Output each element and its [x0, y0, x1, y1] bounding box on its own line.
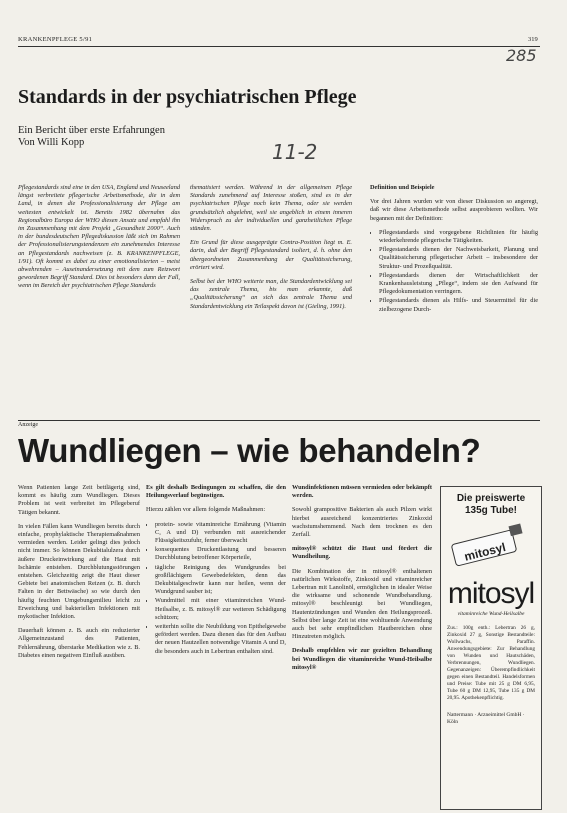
ad-headline: Wundliegen – wie behandeln? [18, 432, 481, 469]
list-item: • Wundmittel mit einer vitaminreichen Wund-Heilsalbe, z. B. mitosyl® zur weiteren Schädigung schützen; [155, 597, 286, 622]
definition-list [370, 229, 538, 314]
list-item: • Pflegestandards dienen der Wirtschaftlichkeit der Krankenhausleistung „Pflege“, indem sie den Aufwand für Pflegedokumentation verringern. [379, 272, 538, 297]
article-title: Standards in der psychiatrischen Pflege [18, 86, 357, 108]
header-rule [18, 46, 540, 47]
section-heading: Wundinfektionen müssen vermieden oder bekämpft werden. [292, 484, 432, 500]
paragraph: Selbst bei der WHO weiterte man, die Standardentwicklung sei das zentrale Thema, bis man erkannte, daß „Qualitätssicherung“ an sich das zentrale Thema und Standardentwicklung ein Teilaspekt davon ist (Gieling, 1991). [190, 278, 352, 310]
ad-line-1: Die preiswerte [456, 493, 526, 504]
handwritten-note-mid: 11-2 [272, 140, 318, 164]
paragraph: Sowohl grampositive Bakterien als auch Pilzen wirkt hierbei ausreichend konzentriertes Zinkoxid wachstumshemmend. Nach dem trocknen es den Zerfall. [292, 506, 432, 539]
running-header: KRANKENPFLEGE 5/91 [18, 36, 93, 43]
tube-icon [449, 523, 533, 571]
product-tube-image [449, 523, 533, 571]
article-column-1 [18, 184, 180, 408]
manufacturer: Nattermann · Arzneimittel GmbH · Köln [447, 712, 525, 725]
section-rule [18, 420, 540, 421]
page-number: 319 [528, 36, 538, 43]
paragraph: Ein Grund für diese ausgeprägte Contra-Position liegt m. E. darin, daß der Begriff Pflegestandard isoliert, d. h. ohne den übergeordneten Zusammenhang der Qualitätssicherung, erörtert wird. [190, 239, 352, 271]
ad-column-b [146, 484, 286, 808]
article-column-3 [370, 184, 538, 408]
ad-column-a [18, 484, 140, 808]
article-column-2 [190, 184, 352, 408]
list-item: • weiterhin sollte die Neubildung von Epithelgewebe gefördert werden. Dazu dienen das für den Aufbau der neuen Hautzellen notwendige Vitamin A und D, die besonders auch in Lebertran enthalten sind. [155, 623, 286, 656]
ad-price-headline [441, 493, 541, 517]
paragraph: Vor drei Jahren wurden wir von dieser Diskussion so angeregt, daß wir diese Arbeitsmethode selbst ausprobieren wollten. Wir begannen mit der Definition: [370, 198, 538, 222]
product-ad-box [440, 486, 542, 810]
list-item: • tägliche Reinigung des Wundgrundes bei großflächigem Gewebedefekten, denn das Dekubitalgeschwür kann nur heilen, wenn der Wundgrund sauber ist; [155, 564, 286, 597]
article-author: Von Willi Kopp [18, 137, 85, 148]
list-item: • Pflegestandards dienen der Nachweisbarkeit, Planung und Qualitätssicherung pflegerischer Arbeit – insbesondere der Struktur- und Prozeßqualität. [379, 246, 538, 271]
measures-list [146, 521, 286, 656]
section-heading: Es gilt deshalb Bedingungen zu schaffen, die den Heilungsverlauf begünstigen. [146, 484, 286, 500]
brand-tagline: vitaminreiche Wund-Heilsalbe [457, 611, 525, 617]
paragraph: Pflegestandards sind eine in den USA, England und Neuseeland längst verbreitete pflegerische Arbeitsmethode, die in dem Land, in denen die Professionalisierung der Pflege am weitesten entwickelt ist. Bereits 1982 übernahm das Regionalbüro Europa der WHO diesen Ansatz und empfahl ihn im Zusammenhang mit dem Projekt „Gesundheit 2000“. Auch in der bundesdeutschen Pflegediskussion läßt sich im Rahmen der Professionalisierungstendenzen ein zunehmendes Interesse an Pflegestandards nachweisen (z. B. KRANKENPFLEGE, 1/91). Oft kommt es dabei zu einer emotionalisierten – meist abwehrenden – Auseinandersetzung mit dem zum Reizwort gewordenen Begriff Standard. Dies ist besonders dann der Fall, wenn im Bereich der psychiatrischen Pflege Standards [18, 184, 180, 290]
paragraph: In vielen Fällen kann Wundliegen bereits durch einfache, prophylaktische Therapiemaßnahmen vermieden werden. Leider gelingt dies jedoch nicht immer. So können Dekubitalulzera durch äußere Druckeinwirkung auf die Haut mit Ischämie entstehen. Durchblutungsstörungen entstehen. Gleichzeitig zeigt die Haut dieser Gebiete bei anatomischen Reizen (z. B. durch Falten in der Bettwäsche) so wie durch den häufig feuchten Umgebungsmilieu leicht zu Erweichung und bakteriellen Infektionen mit mykotischer Infektion. [18, 522, 140, 621]
tube-label: mitosyl [462, 540, 508, 564]
ad-line-2: 135g Tube! [464, 505, 518, 516]
list-item: • Pflegestandards dienen als Hilfs- und Steuermittel für die zielbezogene Durch- [379, 297, 538, 313]
ad-rubric: Anzeige [18, 422, 38, 428]
fine-print: Zus.: 100g enth.: Lebertran 26 g, Zinkoxid 27 g, Sonstige Bestandteile: Wollwachs, Paraffin. Anwendungsgebiete: Zur Behandlung von Wunden und Hautschäden, Verbrennungen, Wundliegen. Gegenanzeigen: Überempfindlichkeit gegen einen Bestandteil. Handelsformen und Preise: Tube mit 25 g DM 6,95, Tube 60 g DM 12,95, Tube 135 g DM 20,95. Apothekenpflichtig. [447, 625, 535, 701]
paragraph: Wenn Patienten lange Zeit bettlägerig sind, kommt es häufig zum Wundliegen. Dieses Problem ist weit verbreitet im Pflegeberuf Tätigen bekannt. [18, 484, 140, 516]
ad-column-c [292, 484, 432, 808]
list-item: • Pflegestandards sind vorgegebene Richtlinien für häufig wiederkehrende pflegerische Tätigkeiten. [379, 229, 538, 245]
paragraph: Die Kombination der in mitosyl® enthaltenen natürlichen Wirkstoffe, Zinkoxid und vitaminreicher Lebertran mit Lanolinöl, ermöglichen in idealer Weise die wirksame und schonende Wundbehandlung. mitosyl® beschleunigt bei Wundliegen, Hautentzündungen und Wunden den Heilungsprozeß. Selbst über lange Zeit ist eine wohltuende Anwendung auch bei sehr empfindlichen Hautbereichen ohne Hinzutreten möglich. [292, 567, 432, 641]
article-subtitle [18, 125, 165, 149]
paragraph: Dauerhaft können z. B. auch ein reduzierter Allgemeinzustand des Patienten, Fehlernährung, überstarke Medikation wie z. B. Diabetes einen negativen Einfluß ausüben. [18, 627, 140, 659]
handwritten-note-corner: 285 [506, 46, 537, 65]
list-item: • protein- sowie vitaminreiche Ernährung (Vitamin C, A und D) verbunden mit ausreichender Flüssigkeitszufuhr, ferner überwacht [155, 521, 286, 546]
section-heading: Deshalb empfehlen wir zur gezielten Behandlung bei Wundliegen die vitaminreiche Wund-Heilsalbe mitosyl® [292, 647, 432, 671]
brand-logo: mitosyl [447, 577, 535, 610]
section-heading: Definition und Beispiele [370, 184, 435, 191]
section-heading: mitosyl® schützt die Haut und fördert die Wundheilung. [292, 545, 432, 561]
list-item: • konsequentes Druckentlastung und besseren Durchblutung betroffener Körperteile, [155, 546, 286, 562]
paragraph: thematisiert werden. Während in der allgemeinen Pflege Standards zunehmend auf Interesse stoßen, sind es in der psychiatrischen Pflege noch kein Thema, oder sie werden grundsätzlich abgelehnt, weil sie angeblich in einem inneren Widerspruch zu der individuellen und ganzheitlichen Pflege stünden. [190, 184, 352, 233]
paragraph: Hierzu zählen vor allem folgende Maßnahmen: [146, 506, 266, 514]
article-subtitle-line: Ein Bericht über erste Erfahrungen [18, 125, 165, 136]
